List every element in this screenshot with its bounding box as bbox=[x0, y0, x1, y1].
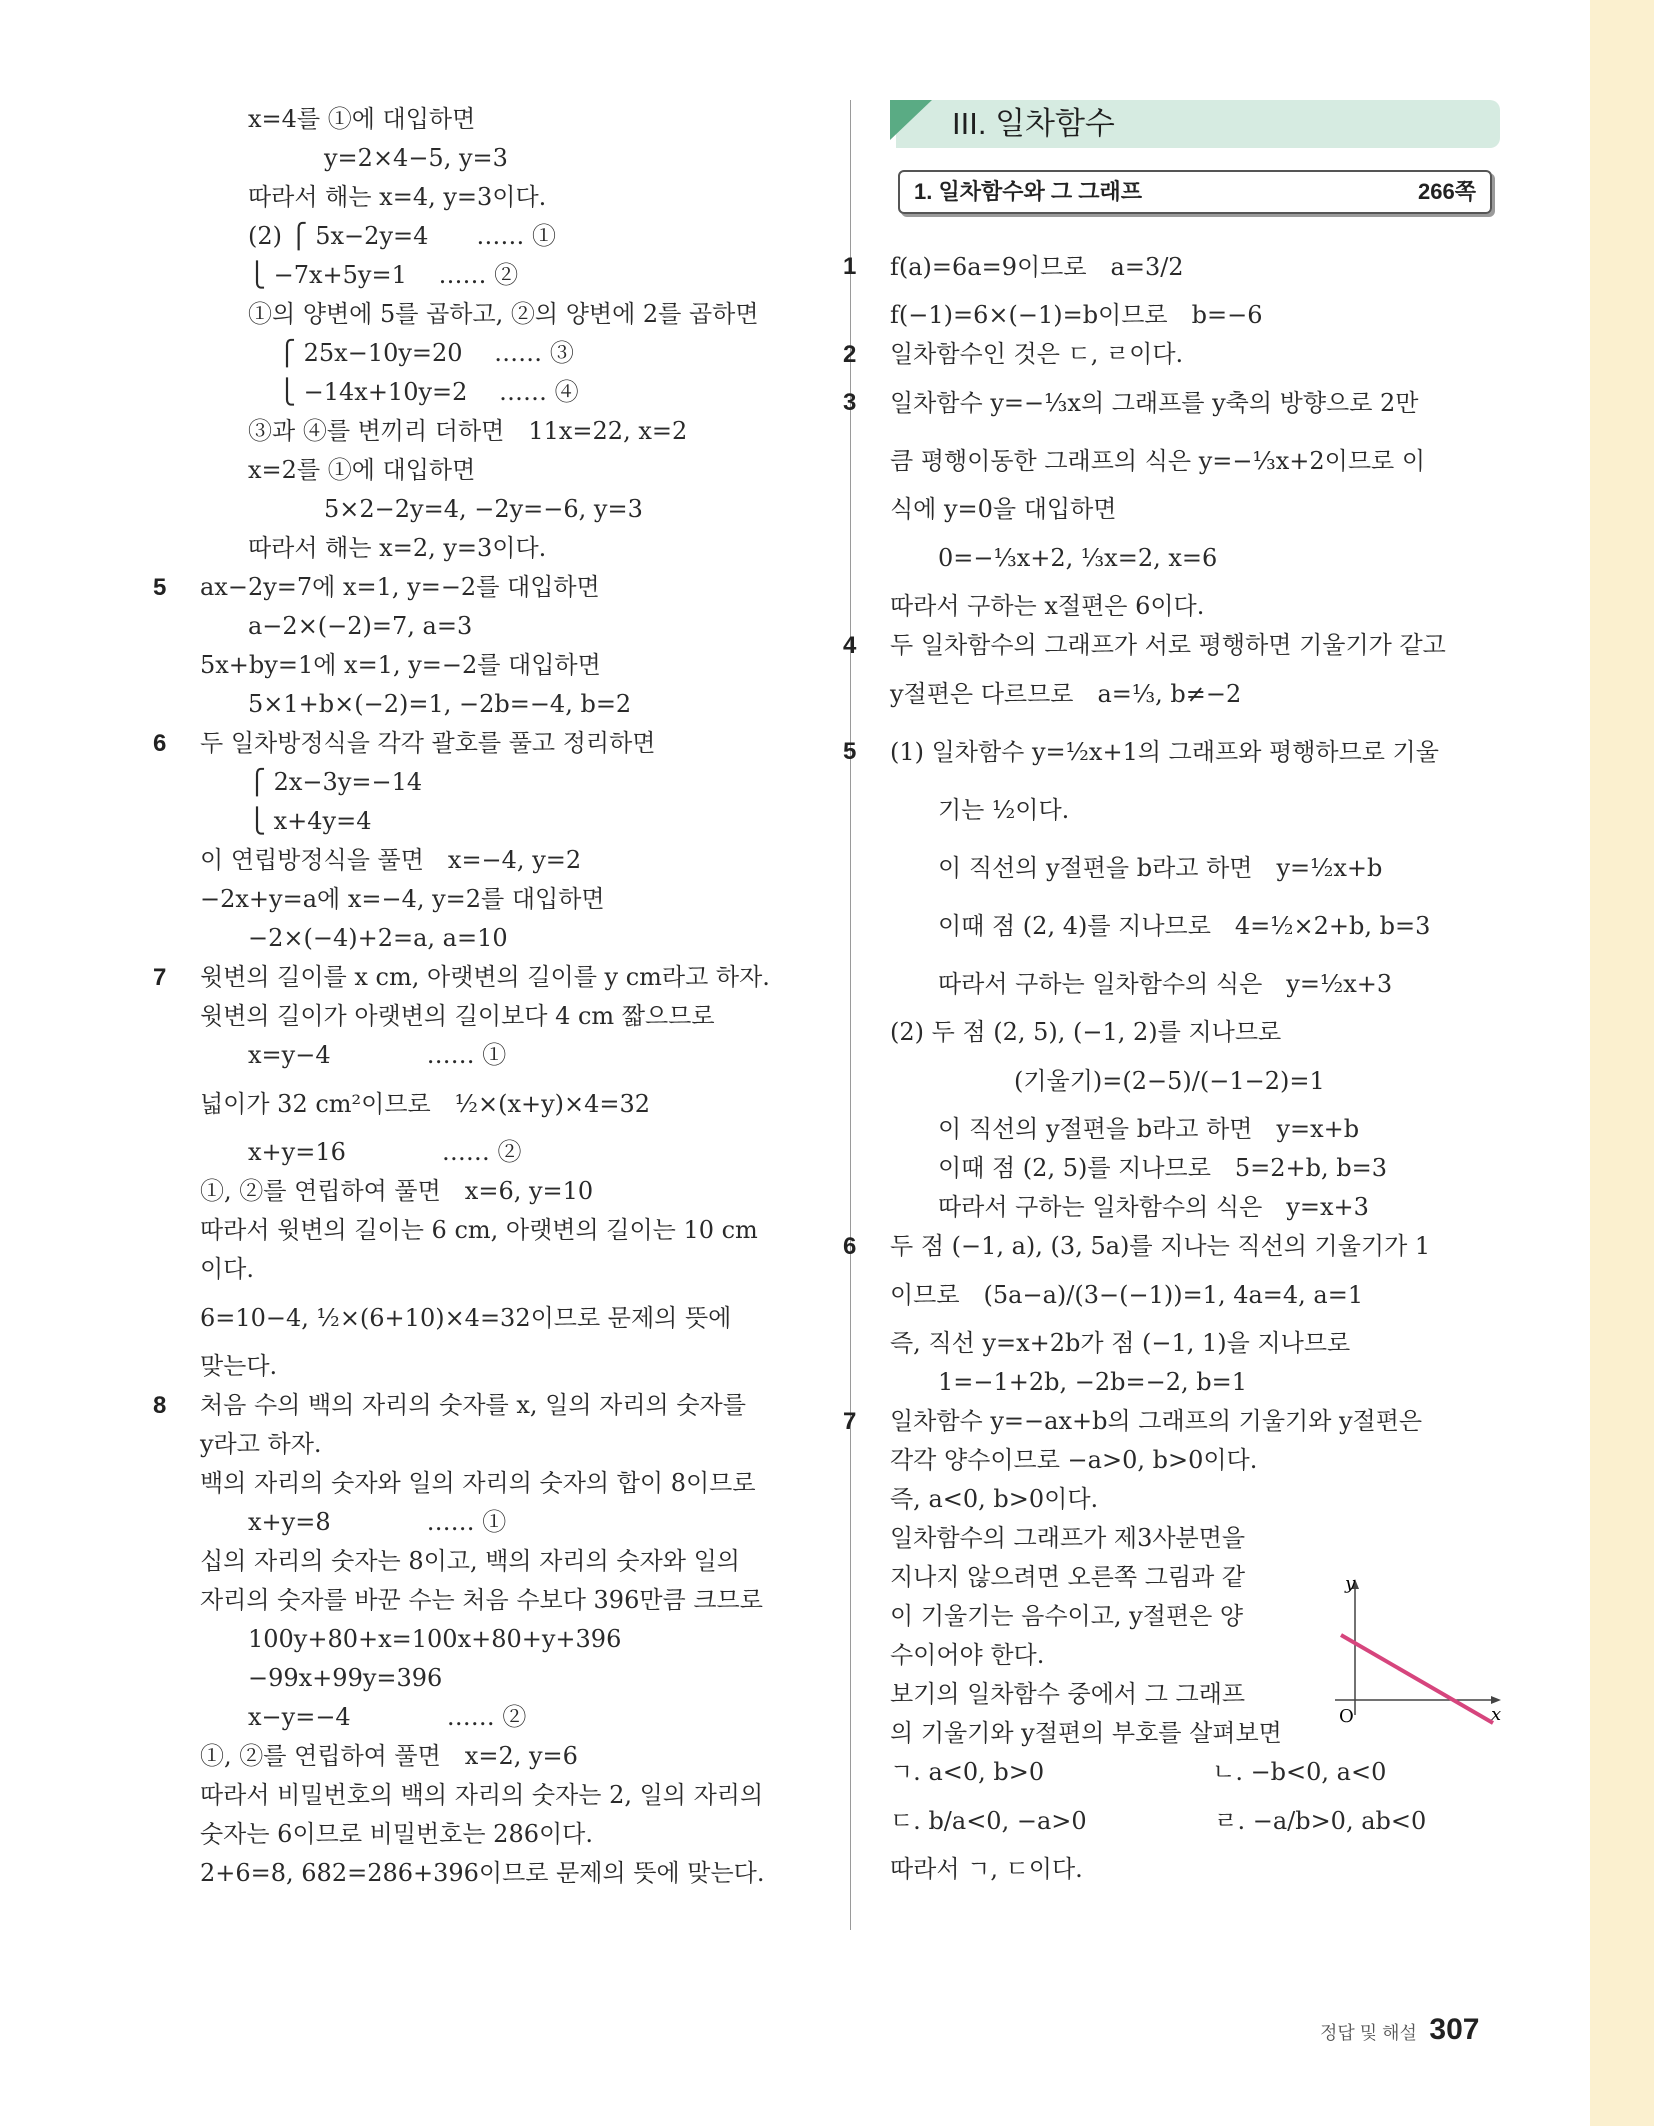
line-text: 처음 수의 백의 자리의 숫자를 x, 일의 자리의 숫자를 bbox=[200, 1391, 746, 1419]
text-line bbox=[200, 373, 810, 412]
text-line bbox=[843, 1402, 1500, 1441]
text-line bbox=[200, 1172, 810, 1211]
text-line bbox=[890, 665, 1500, 723]
text-line bbox=[200, 802, 810, 841]
page-footer bbox=[1320, 2010, 1479, 2050]
line-text: 각각 양수이므로 −a>0, b>0이다. bbox=[890, 1446, 1258, 1474]
text-line bbox=[890, 1363, 1500, 1402]
line-text: 윗변의 길이를 x cm, 아랫변의 길이를 y cm라고 하자. bbox=[200, 963, 770, 991]
problem-number: 5 bbox=[843, 738, 857, 765]
problem-number: 1 bbox=[843, 253, 857, 280]
text-line bbox=[200, 139, 810, 178]
line-text: 이때 점 (2, 5)를 지나므로 5=2+b, b=3 bbox=[938, 1154, 1388, 1182]
text-line bbox=[843, 374, 1500, 432]
text-line bbox=[200, 1854, 810, 1893]
text-line bbox=[200, 1464, 810, 1503]
text-line bbox=[200, 217, 810, 256]
text-line bbox=[890, 839, 1500, 897]
text-line bbox=[200, 412, 810, 451]
problem-number: 8 bbox=[153, 1392, 167, 1419]
x-axis-label: x bbox=[1491, 1704, 1502, 1725]
page-number: 307 bbox=[1429, 2013, 1480, 2046]
text-line bbox=[843, 1227, 1500, 1266]
line-text: 5×1+b×(−2)=1, −2b=−4, b=2 bbox=[248, 690, 632, 718]
text-line bbox=[843, 335, 1500, 374]
line-text: ax−2y=7에 x=1, y=−2를 대입하면 bbox=[200, 573, 600, 601]
text-line bbox=[200, 1133, 810, 1172]
line-text: ⎧ 25x−10y=20 …… ③ bbox=[278, 339, 574, 367]
line-text: 맞는다. bbox=[200, 1352, 278, 1380]
problem-number: 7 bbox=[153, 964, 167, 991]
line-text: y라고 하자. bbox=[200, 1430, 322, 1458]
text-line bbox=[843, 626, 1500, 665]
text-line bbox=[200, 178, 810, 217]
text-line bbox=[200, 1211, 810, 1250]
line-text: 이 기울기는 음수이고, y절편은 양 bbox=[890, 1602, 1244, 1630]
text-line bbox=[890, 1850, 1500, 1889]
text-line bbox=[200, 763, 810, 802]
text-line bbox=[200, 529, 810, 568]
line-text: 이므로 (5a−a)/(3−(−1))=1, 4a=4, a=1 bbox=[890, 1281, 1364, 1309]
text-line bbox=[153, 724, 810, 763]
line-text: x=2를 ①에 대입하면 bbox=[248, 456, 476, 484]
line-text: (1) 일차함수 y=½x+1의 그래프와 평행하므로 기울 bbox=[890, 738, 1439, 766]
function-line bbox=[1341, 1635, 1493, 1723]
text-line bbox=[200, 1036, 810, 1075]
problem-number: 6 bbox=[843, 1233, 857, 1260]
text-line bbox=[200, 841, 810, 880]
line-text: 일차함수인 것은 ㄷ, ㄹ이다. bbox=[890, 340, 1184, 368]
line-text: 따라서 해는 x=2, y=3이다. bbox=[248, 534, 547, 562]
text-line bbox=[200, 1289, 810, 1347]
text-line bbox=[200, 100, 810, 139]
line-text: −2x+y=a에 x=−4, y=2를 대입하면 bbox=[200, 885, 605, 913]
line-text: ⎩ −7x+5y=1 …… ② bbox=[248, 261, 519, 289]
section-header bbox=[898, 170, 1492, 214]
text-line bbox=[200, 1542, 810, 1581]
text-line bbox=[153, 1386, 810, 1425]
line-text: a−2×(−2)=7, a=3 bbox=[248, 612, 473, 640]
line-text: 따라서 윗변의 길이는 6 cm, 아랫변의 길이는 10 cm bbox=[200, 1216, 758, 1244]
line-text: −99x+99y=396 bbox=[248, 1664, 443, 1692]
text-line bbox=[200, 1425, 810, 1464]
line-text: 두 일차함수의 그래프가 서로 평행하면 기울기가 같고 bbox=[890, 631, 1446, 659]
origin-label: O bbox=[1339, 1706, 1354, 1727]
line-text: 기는 ½이다. bbox=[938, 796, 1070, 824]
line-text: 큼 평행이동한 그래프의 식은 y=−⅓x+2이므로 이 bbox=[890, 447, 1426, 475]
text-line bbox=[890, 1753, 1500, 1792]
line-text: 6=10−4, ½×(6+10)×4=32이므로 문제의 뜻에 bbox=[200, 1304, 732, 1332]
line-text: 수이어야 한다. bbox=[890, 1641, 1045, 1669]
line-text: (2) 두 점 (2, 5), (−1, 2)를 지나므로 bbox=[890, 1018, 1282, 1046]
text-line bbox=[890, 1013, 1500, 1052]
left-column bbox=[153, 100, 810, 1893]
section-page-ref: 266쪽 bbox=[1418, 179, 1476, 204]
text-line bbox=[200, 1250, 810, 1289]
text-line bbox=[890, 529, 1500, 587]
line-text: 십의 자리의 숫자는 8이고, 백의 자리의 숫자와 일의 bbox=[200, 1547, 740, 1575]
line-text: 일차함수 y=−⅓x의 그래프를 y축의 방향으로 2만 bbox=[890, 389, 1419, 417]
problem-number: 4 bbox=[843, 632, 857, 659]
line-text: 백의 자리의 숫자와 일의 자리의 숫자의 합이 8이므로 bbox=[200, 1469, 756, 1497]
line-text: ⎩ −14x+10y=2 …… ④ bbox=[278, 378, 579, 406]
line-text: x+y=8 …… ① bbox=[248, 1508, 507, 1536]
line-text: 이 직선의 y절편을 b라고 하면 y=½x+b bbox=[938, 854, 1383, 882]
text-line bbox=[890, 1149, 1500, 1188]
text-line bbox=[200, 1075, 810, 1133]
line-text: x+y=16 …… ② bbox=[248, 1138, 522, 1166]
line-text: 1=−1+2b, −2b=−2, b=1 bbox=[938, 1368, 1247, 1396]
linear-function-graph bbox=[1325, 1575, 1505, 1735]
line-text: 따라서 비밀번호의 백의 자리의 숫자는 2, 일의 자리의 bbox=[200, 1781, 764, 1809]
line-text: 즉, 직선 y=x+2b가 점 (−1, 1)을 지나므로 bbox=[890, 1329, 1351, 1357]
line-text: −2×(−4)+2=a, a=10 bbox=[248, 924, 508, 952]
text-line bbox=[890, 781, 1500, 839]
text-line bbox=[200, 919, 810, 958]
text-line bbox=[200, 1503, 810, 1542]
line-text: 5×2−2y=4, −2y=−6, y=3 bbox=[324, 495, 643, 523]
text-line bbox=[200, 1347, 810, 1386]
text-line bbox=[890, 955, 1500, 1013]
line-text: 보기의 일차함수 중에서 그 그래프 bbox=[890, 1680, 1246, 1708]
line-text: 100y+80+x=100x+80+y+396 bbox=[248, 1625, 622, 1653]
line-text: 넓이가 32 cm²이므로 ½×(x+y)×4=32 bbox=[200, 1090, 651, 1118]
line-text: 따라서 구하는 일차함수의 식은 y=½x+3 bbox=[938, 970, 1393, 998]
text-line bbox=[890, 897, 1500, 955]
text-line bbox=[200, 880, 810, 919]
line-text: f(a)=6a=9이므로 a=3/2 bbox=[890, 253, 1184, 281]
text-line bbox=[843, 723, 1500, 781]
problem-number: 3 bbox=[843, 389, 857, 416]
unit-title: III. 일차함수 bbox=[952, 106, 1115, 141]
text-line bbox=[200, 1737, 810, 1776]
line-text: ①의 양변에 5를 곱하고, ②의 양변에 2를 곱하면 bbox=[248, 300, 759, 328]
line-text: ①, ②를 연립하여 풀면 x=2, y=6 bbox=[200, 1742, 578, 1770]
problem-number: 6 bbox=[153, 730, 167, 757]
line-text: 즉, a<0, b>0이다. bbox=[890, 1485, 1099, 1513]
text-line bbox=[200, 1659, 810, 1698]
side-strip bbox=[1590, 0, 1654, 2126]
text-line bbox=[200, 490, 810, 529]
line-text: 숫자는 6이므로 비밀번호는 286이다. bbox=[200, 1820, 593, 1848]
text-line bbox=[200, 295, 810, 334]
text-line bbox=[890, 1188, 1500, 1227]
text-line bbox=[200, 646, 810, 685]
line-text: 일차함수의 그래프가 제3사분면을 bbox=[890, 1524, 1246, 1552]
line-text: x=y−4 …… ① bbox=[248, 1041, 507, 1069]
problem-number: 5 bbox=[153, 574, 167, 601]
text-line bbox=[890, 490, 1500, 529]
line-text: 식에 y=0을 대입하면 bbox=[890, 495, 1117, 523]
line-text: 자리의 숫자를 바꾼 수는 처음 수보다 396만큼 크므로 bbox=[200, 1586, 763, 1614]
text-line bbox=[200, 1815, 810, 1854]
line-text: (2) ⎧ 5x−2y=4 …… ① bbox=[248, 222, 557, 250]
text-line bbox=[200, 1620, 810, 1659]
text-line bbox=[890, 1480, 1500, 1519]
line-text: x=4를 ①에 대입하면 bbox=[248, 105, 476, 133]
line-text: 이때 점 (2, 4)를 지나므로 4=½×2+b, b=3 bbox=[938, 912, 1431, 940]
text-line bbox=[200, 1698, 810, 1737]
text-line bbox=[890, 1324, 1500, 1363]
text-line bbox=[200, 997, 810, 1036]
line-text: 이다. bbox=[200, 1255, 254, 1283]
y-axis-label: y bbox=[1345, 1575, 1356, 1594]
line-text: 0=−⅓x+2, ⅓x=2, x=6 bbox=[938, 544, 1218, 572]
line-text: ㄷ. b/a<0, −a>0 ㄹ. −a/b>0, ab<0 bbox=[890, 1807, 1427, 1835]
line-text: y=2×4−5, y=3 bbox=[324, 144, 508, 172]
text-line bbox=[200, 334, 810, 373]
text-line bbox=[890, 1110, 1500, 1149]
text-line bbox=[890, 587, 1500, 626]
text-line bbox=[153, 568, 810, 607]
line-text: ⎩ x+4y=4 bbox=[248, 807, 372, 835]
text-line bbox=[200, 451, 810, 490]
text-line bbox=[200, 256, 810, 295]
text-line bbox=[843, 238, 1500, 296]
text-line bbox=[890, 1792, 1500, 1850]
line-text: 이 직선의 y절편을 b라고 하면 y=x+b bbox=[938, 1115, 1360, 1143]
text-line bbox=[200, 685, 810, 724]
text-line bbox=[153, 958, 810, 997]
line-text: 일차함수 y=−ax+b의 그래프의 기울기와 y절편은 bbox=[890, 1407, 1423, 1435]
line-text: 따라서 ㄱ, ㄷ이다. bbox=[890, 1855, 1083, 1883]
unit-header bbox=[896, 100, 1500, 148]
footer-label: 정답 및 해설 bbox=[1320, 2023, 1417, 2043]
x-axis-arrow bbox=[1491, 1696, 1501, 1704]
text-line bbox=[200, 1581, 810, 1620]
text-line bbox=[890, 432, 1500, 490]
line-text: f(−1)=6×(−1)=b이므로 b=−6 bbox=[890, 301, 1263, 329]
line-text: 따라서 해는 x=4, y=3이다. bbox=[248, 183, 547, 211]
line-text: 5x+by=1에 x=1, y=−2를 대입하면 bbox=[200, 651, 601, 679]
line-text: x−y=−4 …… ② bbox=[248, 1703, 527, 1731]
text-line bbox=[890, 1441, 1500, 1480]
line-text: 이 연립방정식을 풀면 x=−4, y=2 bbox=[200, 846, 582, 874]
line-text: ㄱ. a<0, b>0 ㄴ. −b<0, a<0 bbox=[890, 1758, 1387, 1786]
line-text: (기울기)=(2−5)/(−1−2)=1 bbox=[1014, 1067, 1325, 1095]
line-text: 2+6=8, 682=286+396이므로 문제의 뜻에 맞는다. bbox=[200, 1859, 765, 1887]
line-text: ①, ②를 연립하여 풀면 x=6, y=10 bbox=[200, 1177, 594, 1205]
line-text: 의 기울기와 y절편의 부호를 살펴보면 bbox=[890, 1719, 1282, 1747]
problem-number: 7 bbox=[843, 1408, 857, 1435]
section-title: 1. 일차함수와 그 그래프 bbox=[914, 179, 1142, 204]
line-text: ⎧ 2x−3y=−14 bbox=[248, 768, 423, 796]
text-line bbox=[890, 1052, 1500, 1110]
line-text: 윗변의 길이가 아랫변의 길이보다 4 cm 짧으므로 bbox=[200, 1002, 715, 1030]
line-text: 따라서 구하는 일차함수의 식은 y=x+3 bbox=[938, 1193, 1369, 1221]
problem-number: 2 bbox=[843, 341, 857, 368]
line-text: 두 점 (−1, a), (3, 5a)를 지나는 직선의 기울기가 1 bbox=[890, 1232, 1431, 1260]
line-text: ③과 ④를 변끼리 더하면 11x=22, x=2 bbox=[248, 417, 688, 445]
text-line bbox=[890, 1266, 1500, 1324]
line-text: y절편은 다르므로 a=⅓, b≠−2 bbox=[890, 680, 1242, 708]
text-line bbox=[890, 1519, 1500, 1558]
line-text: 따라서 구하는 x절편은 6이다. bbox=[890, 592, 1205, 620]
line-text: 두 일차방정식을 각각 괄호를 풀고 정리하면 bbox=[200, 729, 656, 757]
text-line bbox=[200, 607, 810, 646]
text-line bbox=[200, 1776, 810, 1815]
line-text: 지나지 않으려면 오른쪽 그림과 같 bbox=[890, 1563, 1246, 1591]
text-line bbox=[890, 296, 1500, 335]
